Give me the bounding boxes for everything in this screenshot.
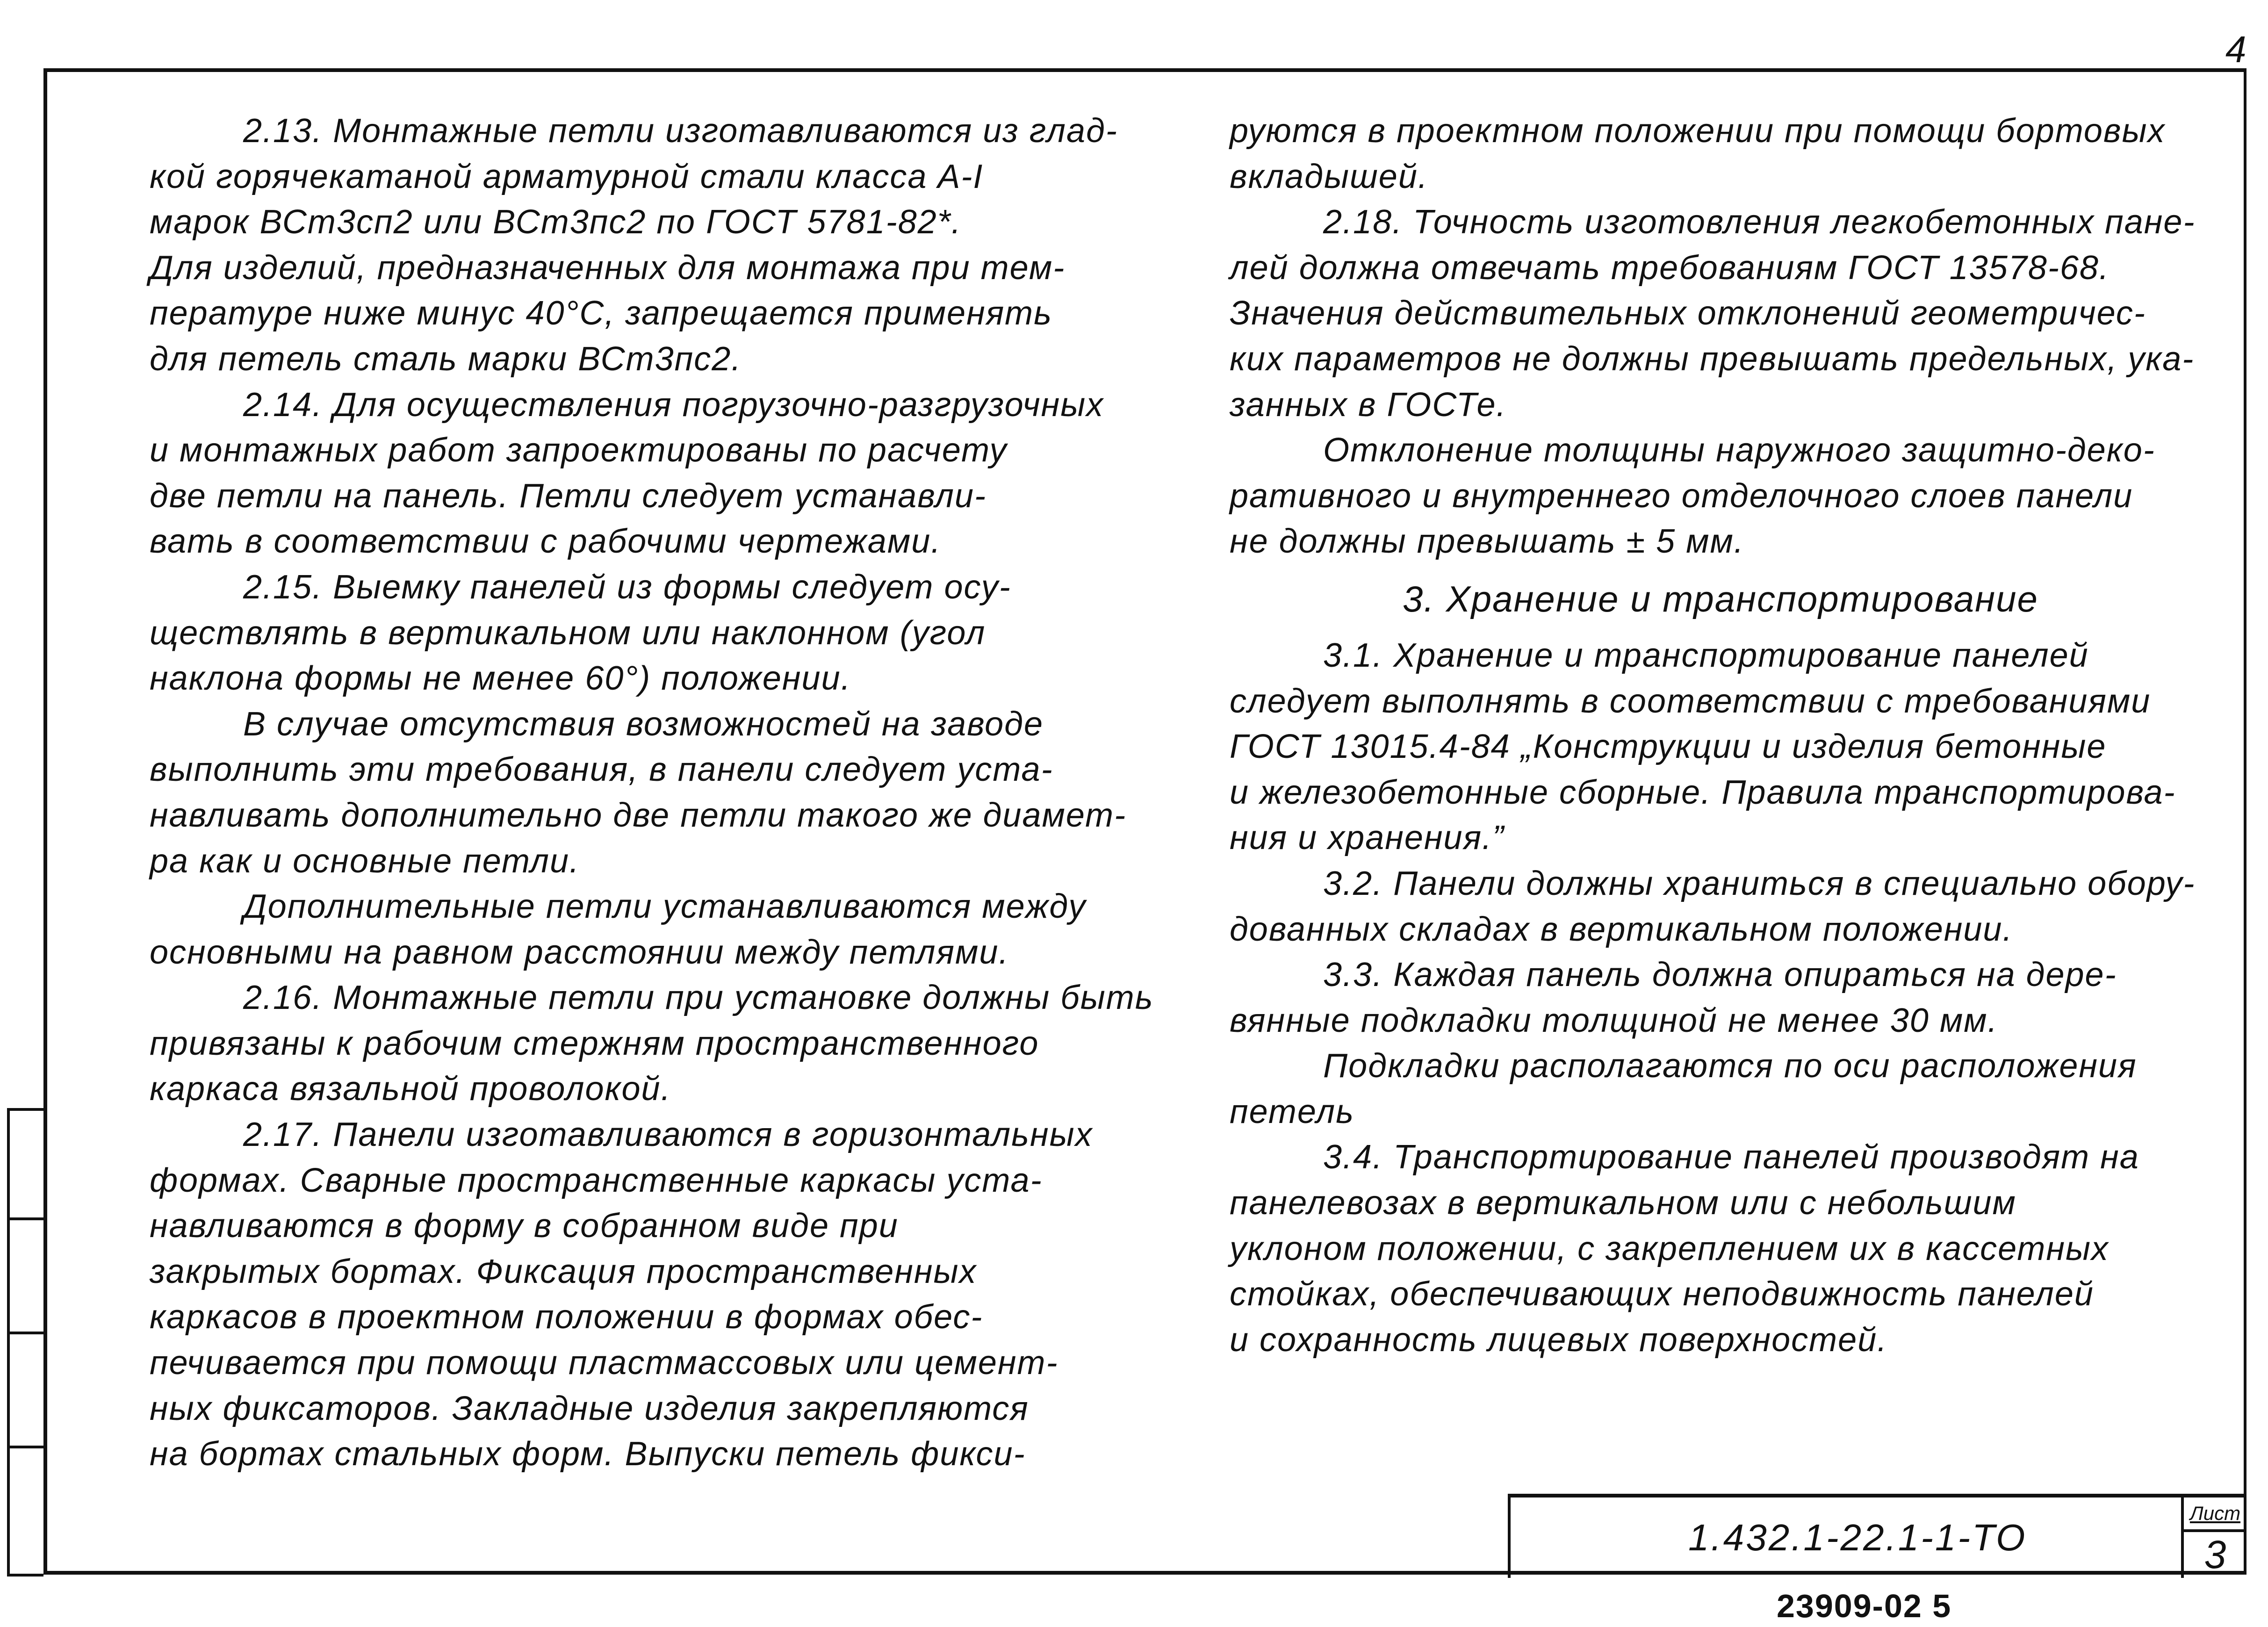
text-line: вкладышей. <box>1230 158 1428 195</box>
text-line: стойках, обеспечивающих неподвижность панелей <box>1230 1275 2094 1313</box>
text-line: Значения действительных отклонений геометричес- <box>1230 295 2146 332</box>
text-line: пературе ниже минус 40°С, запрещается применять <box>150 295 1053 332</box>
text-line: навливать дополнительно две петли такого же диамет- <box>150 796 1127 834</box>
text-line: лей должна отвечать требованиям ГОСТ 13578-68. <box>1230 249 2110 287</box>
text-line: 3.2. Панели должны храниться в специально обору- <box>1323 864 2196 902</box>
side-binding-box <box>7 1217 43 1334</box>
text-line: петель <box>1230 1093 1354 1130</box>
text-line: 3.3. Каждая панель должна опираться на дере- <box>1323 956 2117 994</box>
text-line: Для изделий, предназначенных для монтажа при тем- <box>150 249 1066 287</box>
text-line: для петель сталь марки ВСт3пс2. <box>150 340 742 378</box>
text-line: ких параметров не должны превышать предельных, ука- <box>1230 340 2195 378</box>
text-line: основными на равном расстоянии между петлями. <box>150 933 1009 971</box>
sheet-cell <box>2181 1497 2246 1578</box>
text-line: кой горячекатаной арматурной стали класса А-I <box>150 158 984 195</box>
side-binding-box <box>7 1446 43 1577</box>
text-line: закрытых бортах. Фиксация пространственных <box>150 1253 977 1290</box>
page-number: 4 <box>2225 29 2246 70</box>
text-line: две петли на панель. Петли следует устанавли- <box>150 477 987 515</box>
text-line: руются в проектном положении при помощи бортовых <box>1230 112 2166 150</box>
title-block <box>1508 1494 2246 1578</box>
text-line: уклоном положении, с закреплением их в кассетных <box>1230 1230 2109 1267</box>
text-line: 2.18. Точность изготовления легкобетонных пане- <box>1323 203 2196 241</box>
sheet-label: Лист <box>2184 1497 2246 1532</box>
text-line: В случае отсутствия возможностей на заводе <box>243 705 1044 743</box>
text-line: печивается при помощи пластмассовых или цемент- <box>150 1344 1058 1382</box>
text-line: каркаса вязальной проволокой. <box>150 1070 671 1108</box>
text-line: ществлять в вертикальном или наклонном (угол <box>150 614 986 652</box>
text-line: 3.4. Транспортирование панелей производят на <box>1323 1138 2139 1176</box>
text-line: 2.15. Выемку панелей из формы следует осу- <box>243 568 1011 606</box>
text-line: и железобетонные сборные. Правила транспортирова- <box>1230 773 2176 811</box>
text-line: наклона формы не менее 60°) положении. <box>150 660 851 698</box>
text-line: ных фиксаторов. Закладные изделия закрепляются <box>150 1389 1029 1427</box>
text-line: следует выполнять в соответствии с требованиями <box>1230 682 2151 720</box>
text-line: Дополнительные петли устанавливаются между <box>243 888 1087 926</box>
text-line: не должны превышать ± 5 мм. <box>1230 523 1744 561</box>
text-line: 2.16. Монтажные петли при установке должны быть <box>243 979 1154 1017</box>
text-line: вянные подкладки толщиной не менее 30 мм. <box>1230 1001 1998 1039</box>
text-line: выполнить эти требования, в панели следует уста- <box>150 751 1053 789</box>
text-line: ра как и основные петли. <box>150 842 580 880</box>
archive-number: 23909-02 5 <box>1777 1588 1952 1624</box>
text-line: ния и хранения.” <box>1230 819 1505 857</box>
text-line: и сохранность лицевых поверхностей. <box>1230 1321 1888 1359</box>
side-binding-box <box>7 1108 43 1220</box>
text-line: формах. Сварные пространственные каркасы уста- <box>150 1161 1043 1199</box>
text-line: каркасов в проектном положении в формах обес- <box>150 1298 983 1336</box>
section-heading: 3. Хранение и транспортирование <box>1403 578 2038 619</box>
text-line: Отклонение толщины наружного защитно-деко- <box>1323 432 2155 469</box>
text-line: вать в соответствии с рабочими чертежами. <box>150 523 942 561</box>
text-line: занных в ГОСТе. <box>1230 386 1507 424</box>
right-text-column <box>1230 108 2197 1363</box>
text-line: навливаются в форму в собранном виде при <box>150 1207 899 1245</box>
text-line: привязаны к рабочим стержням пространственного <box>150 1024 1039 1062</box>
document-code: 1.432.1-22.1-1-ТО <box>1688 1517 2027 1558</box>
text-line: 3.1. Хранение и транспортирование панелей <box>1323 636 2089 674</box>
text-line: и монтажных работ запроектированы по расчету <box>150 432 1008 469</box>
text-line: панелевозах в вертикальном или с небольшим <box>1230 1184 2016 1222</box>
side-binding-box <box>7 1332 43 1448</box>
left-text-column <box>150 108 1154 1477</box>
text-line: 2.17. Панели изготавливаются в горизонтальных <box>243 1116 1093 1154</box>
text-line: ГОСТ 13015.4-84 „Конструкции и изделия бетонные <box>1230 728 2107 766</box>
text-line: 2.13. Монтажные петли изготавливаются из глад- <box>243 112 1118 150</box>
text-line: 2.14. Для осуществления погрузочно-разгрузочных <box>243 386 1104 424</box>
text-line: на бортах стальных форм. Выпуски петель фикси- <box>150 1435 1026 1473</box>
text-line: дованных складах в вертикальном положении. <box>1230 910 2013 948</box>
sheet-number: 3 <box>2204 1533 2226 1577</box>
text-line: Подкладки располагаются по оси расположения <box>1323 1047 2137 1085</box>
text-line: марок ВСт3сп2 или ВСт3пс2 по ГОСТ 5781-82*. <box>150 203 962 241</box>
text-line: ративного и внутреннего отделочного слоев панели <box>1230 477 2133 515</box>
